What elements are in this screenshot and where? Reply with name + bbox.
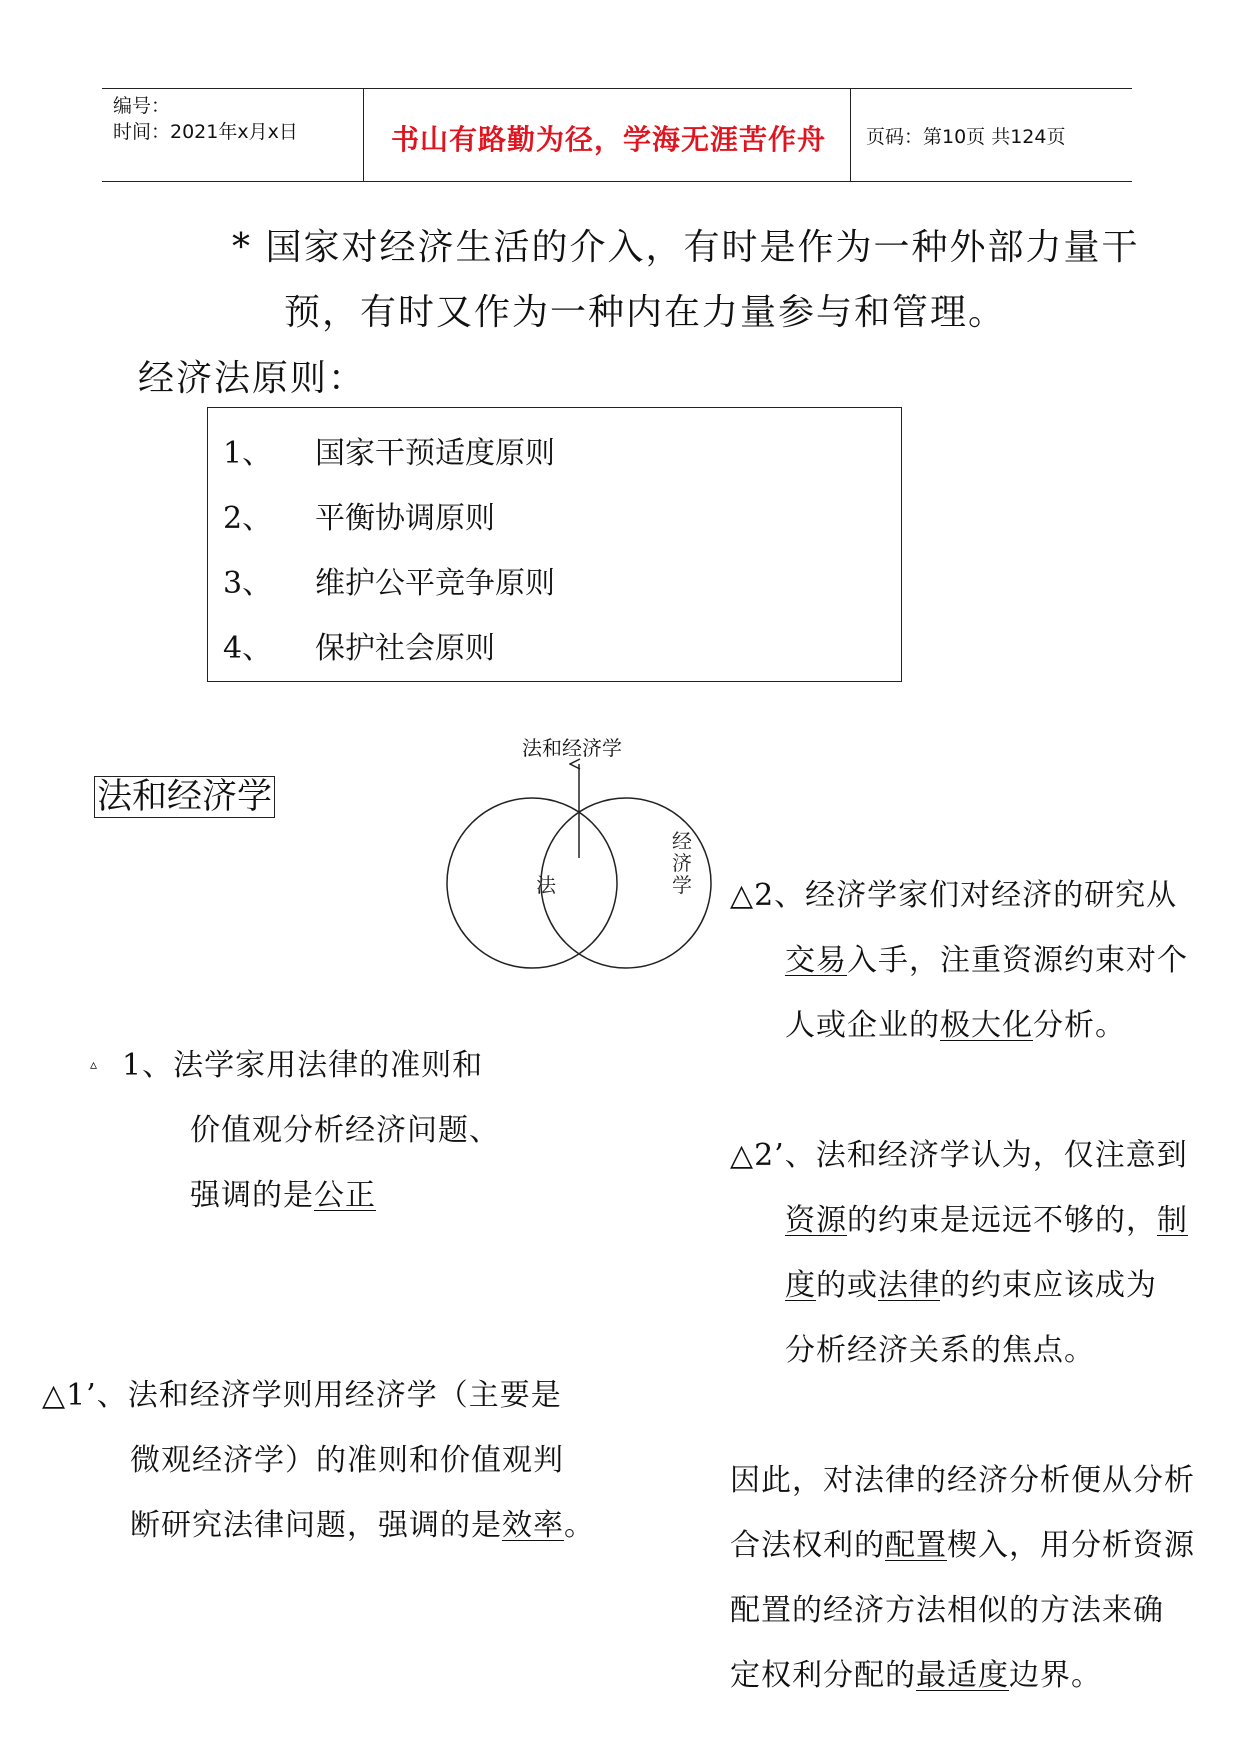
right-p1-line-2: [785, 935, 1188, 979]
text-span: 断研究法律问题，强调的是: [130, 1508, 502, 1543]
text-span: 入手，注重资源约束对个: [847, 943, 1188, 978]
right-p3-line-2: [730, 1520, 1195, 1564]
text-span: 人或企业的: [785, 1008, 940, 1043]
doc-time-label: 时间：2021年x月x日: [113, 121, 298, 143]
text-span: 边界。: [1009, 1658, 1102, 1693]
text-span: 的约束应该成为: [940, 1268, 1157, 1303]
underlined-term: 效率: [502, 1508, 564, 1543]
right-p2-line-2: [785, 1195, 1188, 1239]
right-p3-line-3: 配置的经济方法相似的方法来确: [730, 1593, 1164, 1628]
underlined-term: 最适度: [916, 1658, 1009, 1693]
left-p1-line-2: 价值观分析经济问题、: [190, 1113, 500, 1148]
text-span: 合法权利的: [730, 1528, 885, 1563]
right-p3-line-4: [730, 1650, 1102, 1694]
right-p1-line-3: [785, 1000, 1126, 1044]
venn-top-label: 法和经济学: [522, 736, 622, 760]
underlined-term: 度: [785, 1268, 816, 1303]
header-top-rule: [102, 88, 1132, 89]
principle-item: [223, 493, 495, 537]
underlined-term: 公正: [314, 1178, 376, 1213]
right-p2-line-1: △2’、法和经济学认为，仅注意到: [730, 1138, 1188, 1173]
principles-box: [207, 407, 902, 682]
text-span: 分析。: [1033, 1008, 1126, 1043]
left-p2-line-2: 微观经济学）的准则和价值观判: [130, 1443, 564, 1478]
principle-item: [223, 428, 555, 472]
underlined-term: 资源: [785, 1203, 847, 1238]
principle-text: 保护社会原则: [315, 631, 495, 666]
underlined-term: 极大化: [940, 1008, 1033, 1043]
left-p2-line-3: [130, 1500, 595, 1544]
venn-econ-label-1: 经: [672, 829, 692, 853]
header-motto: 书山有路勤为径，学海无涯苦作舟: [391, 123, 827, 156]
header-bottom-rule: [102, 181, 1132, 182]
header-divider-2: [850, 88, 851, 182]
left-p2-line-1: △1’、法和经济学则用经济学（主要是: [42, 1378, 562, 1413]
principle-text: 平衡协调原则: [315, 501, 495, 536]
section-title: 法和经济学: [94, 776, 275, 818]
underlined-term: 制: [1157, 1203, 1188, 1238]
underlined-term: 法律: [878, 1268, 940, 1303]
triangle-bullet-icon: ▵: [90, 1057, 98, 1073]
venn-law-label: 法: [536, 873, 556, 897]
text-span: 的约束是远远不够的，: [847, 1203, 1157, 1238]
text-span: 强调的是: [190, 1178, 314, 1213]
principle-text: 国家干预适度原则: [315, 436, 555, 471]
right-p2-line-4: 分析经济关系的焦点。: [785, 1333, 1095, 1368]
section-title-box: [94, 775, 275, 819]
intro-line-2: 预，有时又作为一种内在力量参与和管理。: [284, 292, 1007, 333]
left-p1-line-1: 1、法学家用法律的准则和: [122, 1048, 484, 1083]
underlined-term: 配置: [885, 1528, 947, 1563]
principle-number: 2、: [223, 501, 273, 536]
right-p1-line-1: △2、经济学家们对经济的研究从: [730, 878, 1178, 913]
text-span: 楔入，用分析资源: [947, 1528, 1195, 1563]
principle-item: [223, 558, 555, 602]
page-number-label: 页码：第10页 共124页: [866, 126, 1066, 148]
right-p3-line-1: 因此，对法律的经济分析便从分析: [730, 1463, 1195, 1498]
principle-item: [223, 623, 495, 667]
venn-econ-label-3: 学: [672, 873, 692, 897]
venn-econ-label-2: 济: [672, 851, 692, 875]
intro-line-1: * 国家对经济生活的介入，有时是作为一种外部力量干: [232, 227, 1140, 268]
principle-number: 4、: [223, 631, 273, 666]
underlined-term: 交易: [785, 943, 847, 978]
doc-number-label: 编号：: [113, 95, 171, 117]
header-divider-1: [363, 88, 364, 182]
principle-number: 3、: [223, 566, 273, 601]
principle-text: 维护公平竞争原则: [315, 566, 555, 601]
right-p2-line-3: [785, 1260, 1157, 1304]
text-span: 的或: [816, 1268, 878, 1303]
text-span: 。: [564, 1508, 595, 1543]
principles-heading: 经济法原则：: [138, 358, 367, 399]
text-span: 定权利分配的: [730, 1658, 916, 1693]
left-p1-line-3: [190, 1170, 376, 1214]
principle-number: 1、: [223, 436, 273, 471]
law-circle: [447, 798, 617, 968]
